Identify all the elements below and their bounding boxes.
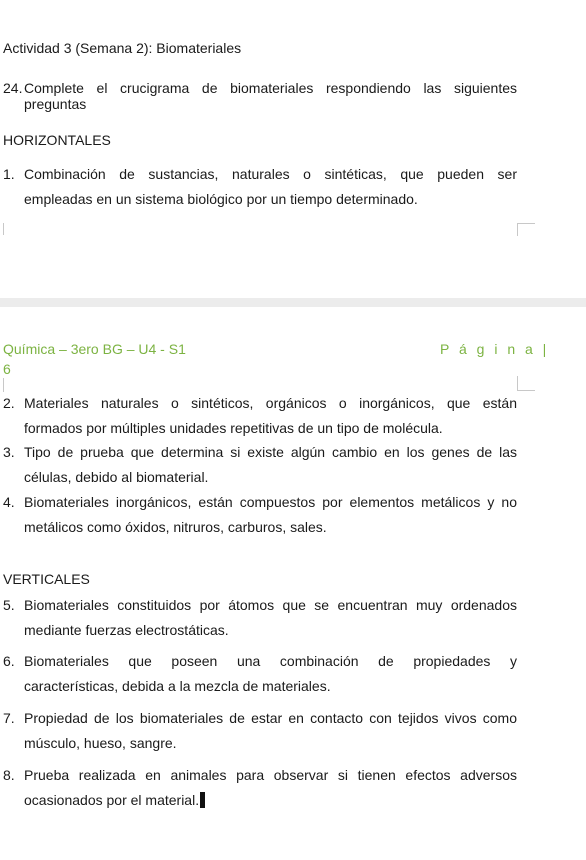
clue-text-line: Biomateriales constituidos por átomos que se encuentran muy ordenados bbox=[24, 597, 517, 613]
page-break bbox=[0, 298, 586, 307]
clue-text-line: Prueba realizada en animales para observar si tienen efectos adversos bbox=[24, 767, 517, 783]
horizontales-heading: HORIZONTALES bbox=[3, 132, 111, 148]
question-text: Complete el crucigrama de biomateriales respondiendo las siguientes preguntas bbox=[24, 80, 517, 112]
clue-text-line: Combinación de sustancias, naturales o sintéticas, que pueden ser bbox=[24, 166, 517, 182]
clue-number: 7. bbox=[3, 710, 15, 726]
clue-item bbox=[3, 162, 517, 212]
clue-item bbox=[3, 649, 517, 699]
clue-text-line: músculo, hueso, sangre. bbox=[24, 735, 177, 751]
footer-page-label: P á g i n a | bbox=[440, 341, 550, 357]
clue-item bbox=[3, 391, 517, 441]
clue-item bbox=[3, 440, 517, 490]
page-corner-mark bbox=[517, 223, 535, 236]
clue-number: 2. bbox=[3, 395, 15, 411]
clue-number: 6. bbox=[3, 653, 15, 669]
text-cursor bbox=[200, 792, 205, 808]
clue-item bbox=[3, 706, 517, 756]
clue-text: ocasionados por el material. bbox=[24, 792, 200, 808]
clue-text-line: empleadas en un sistema biológico por un tiempo determinado. bbox=[24, 191, 418, 207]
clue-number: 5. bbox=[3, 597, 15, 613]
page-corner-mark bbox=[3, 378, 4, 392]
clue-text-line: Materiales naturales o sintéticos, orgánicos o inorgánicos, que están bbox=[24, 395, 517, 411]
clue-number: 4. bbox=[3, 494, 15, 510]
verticales-heading: VERTICALES bbox=[3, 571, 90, 587]
clue-text-line: células, debido al biomaterial. bbox=[24, 469, 209, 485]
clue-item bbox=[3, 593, 517, 643]
page-corner-mark bbox=[517, 376, 535, 391]
question-number: 24. bbox=[3, 80, 23, 96]
clue-text-line: características, debida a la mezcla de materiales. bbox=[24, 678, 331, 694]
clue-number: 8. bbox=[3, 767, 15, 783]
clue-text-line: metálicos como óxidos, nitruros, carburos, sales. bbox=[24, 519, 327, 535]
clue-text-line: Biomateriales inorgánicos, están compuestos por elementos metálicos y no bbox=[24, 494, 517, 510]
clue-text-line bbox=[24, 788, 517, 813]
question-24 bbox=[3, 80, 517, 112]
clue-item bbox=[3, 763, 517, 813]
clue-number: 1. bbox=[3, 166, 15, 182]
clue-text-line: Biomateriales que poseen una combinación de propiedades y bbox=[24, 653, 517, 669]
clue-text-line: mediante fuerzas electrostáticas. bbox=[24, 622, 229, 638]
clue-text-line: formados por múltiples unidades repetitivas de un tipo de molécula. bbox=[24, 420, 443, 436]
activity-title: Actividad 3 (Semana 2): Biomateriales bbox=[3, 40, 242, 56]
clue-item bbox=[3, 490, 517, 540]
clue-text-line: Tipo de prueba que determina si existe algún cambio en los genes de las bbox=[24, 444, 517, 460]
page-corner-mark bbox=[3, 223, 4, 235]
clue-number: 3. bbox=[3, 444, 15, 460]
footer-page-number: 6 bbox=[3, 361, 11, 377]
clue-text-line: Propiedad de los biomateriales de estar en contacto con tejidos vivos como bbox=[24, 710, 517, 726]
footer-course: Química – 3ero BG – U4 - S1 bbox=[3, 341, 186, 357]
